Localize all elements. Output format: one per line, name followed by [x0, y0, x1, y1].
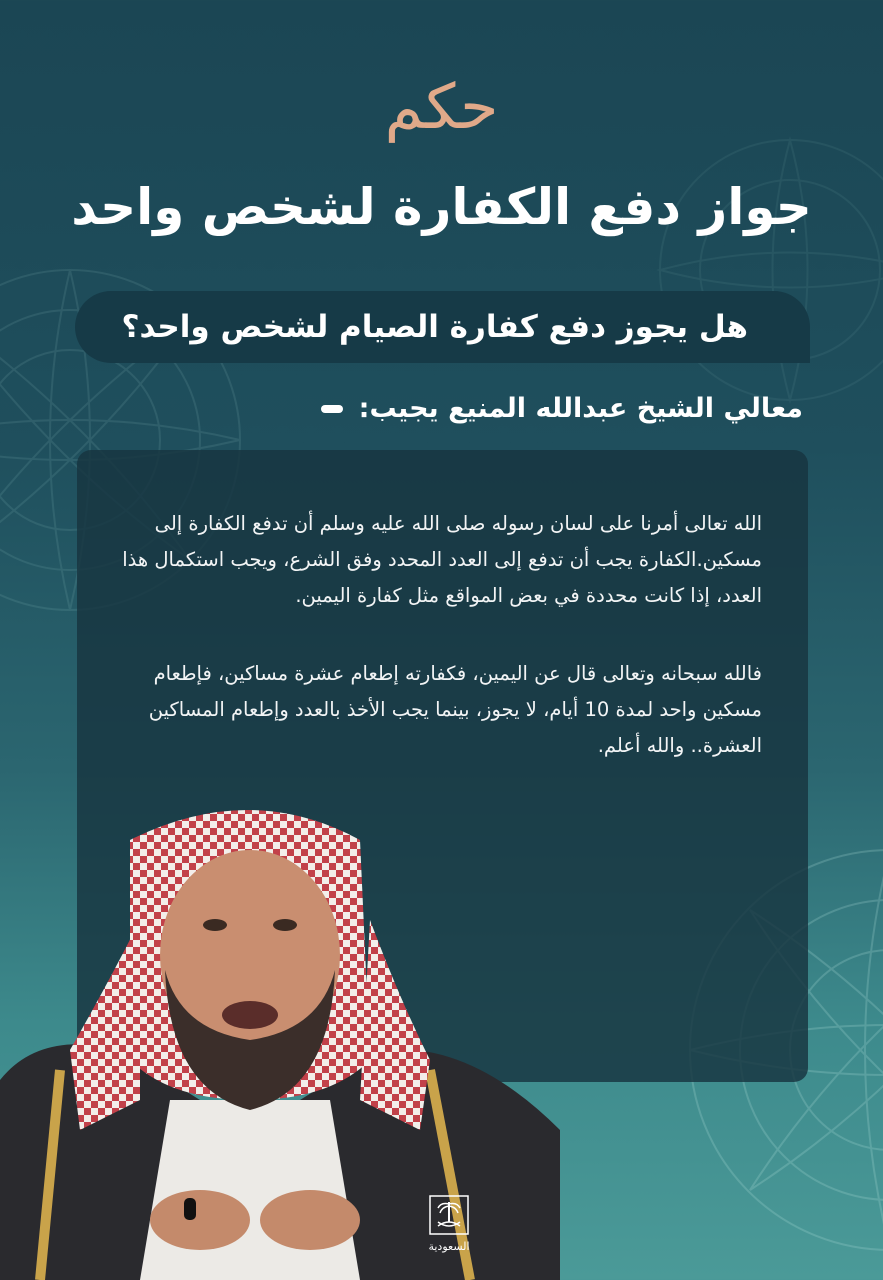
question-text: هل يجوز دفع كفارة الصيام لشخص واحد؟	[121, 309, 748, 345]
bullet-dash	[321, 405, 343, 413]
page-title: جواز دفع الكفارة لشخص واحد	[71, 178, 812, 236]
question-banner	[75, 291, 810, 363]
speaker-row	[321, 393, 803, 424]
speaker-label: معالي الشيخ عبدالله المنيع يجيب:	[358, 393, 803, 424]
saudi-logo	[414, 1192, 484, 1262]
title-top-word: حكم	[384, 70, 499, 143]
mandala-ornament-top-right	[640, 120, 883, 420]
palm-swords-emblem-icon	[426, 1192, 472, 1238]
answer-paragraph-1: الله تعالى أمرنا على لسان رسوله صلى الله عليه وسلم أن تدفع الكفارة إلى مسكين.الكفارة يجب أن تدفع إلى العدد المحدد وفق الشرع، ويجب استكمال هذا العدد، إذا كانت محددة في بعض المواقع مثل كفارة اليمين.	[122, 512, 762, 607]
answer-paragraph-2: فالله سبحانه وتعالى قال عن اليمين، فكفارته إطعام عشرة مساكين، فإطعام مسكين واحد لمدة 10 أيام، لا يجوز، بينما يجب الأخذ بالعدد وإطعام المساكين العشرة.. والله أعلم.	[148, 662, 762, 757]
logo-text: السعودية	[428, 1240, 470, 1253]
